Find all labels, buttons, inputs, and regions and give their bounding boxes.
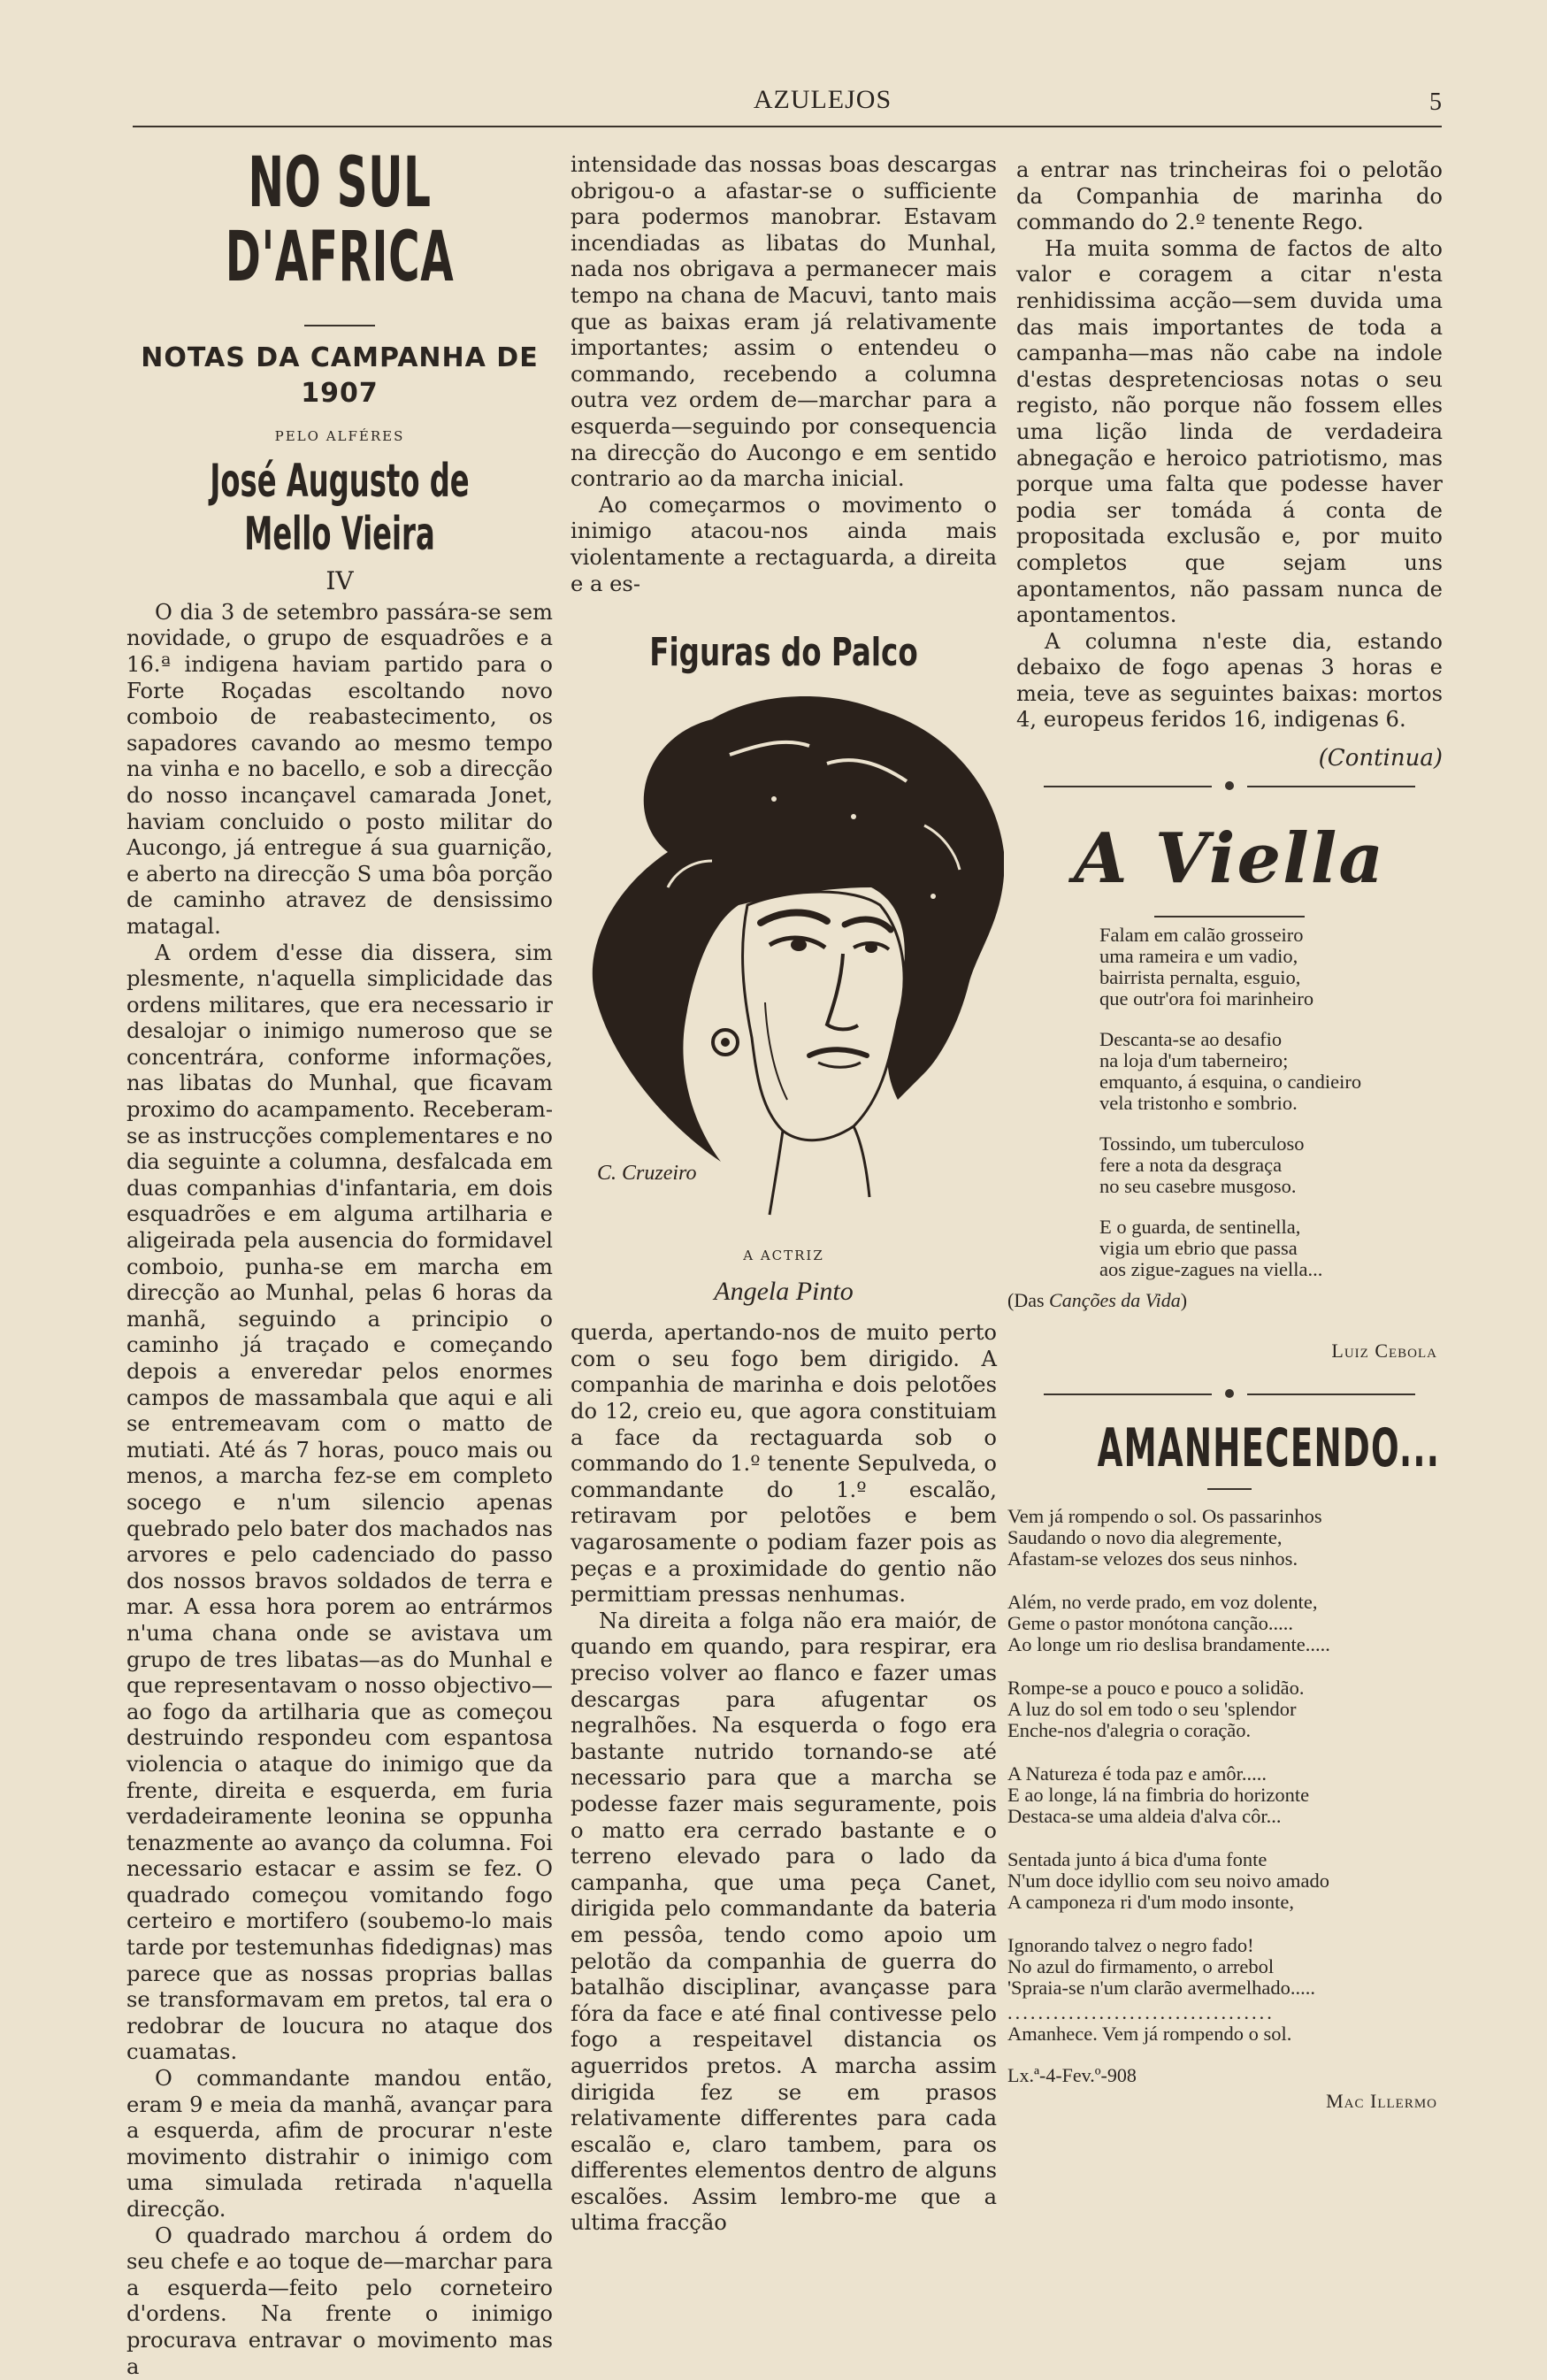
verse-line: no seu casebre musgoso. <box>1099 1174 1297 1197</box>
column-1 <box>126 143 553 2380</box>
verse-line: Rompe-se a pouco e pouco a solidão. <box>1007 1676 1305 1699</box>
portrait-illustration <box>562 684 1004 1232</box>
verse-line: Sentada junto á bica d'uma fonte <box>1007 1847 1267 1870</box>
stanza <box>1099 1029 1443 1114</box>
amanhecendo-title: AMANHECENDO... <box>1097 1416 1441 1479</box>
stanza <box>1007 1506 1443 1570</box>
stanza <box>1007 1763 1443 1827</box>
title-divider <box>1154 916 1305 917</box>
running-head <box>133 85 1442 129</box>
viella-poem <box>1099 925 1443 1280</box>
verse-line: uma rameira e um vadio, <box>1099 944 1298 967</box>
verse-line: vigia um ebrio que passa <box>1099 1236 1298 1259</box>
amanhecendo-poem <box>1007 1506 1443 2045</box>
paragraph: Ha muita somma de factos de alto valor e coragem a citar n'esta renhidissima acção—sem duvida uma das mais importantes de toda a campanha—mas não cabe na indole d'estas despretenciosas notas o seu registo, não porque não fossem elles uma lição linda de verdadeira abnegação e heroico patriotismo, mas porque uma falta que podesse haver podia ser tomáda á conta de propositada exclusão e, por muito completos que sejam uns apontamentos, não passam nunca de apontamentos. <box>1016 235 1443 628</box>
byline-label: PELO ALFÉRES <box>274 427 405 444</box>
title-divider <box>126 307 553 334</box>
dotted-separator: ................................... <box>1007 2001 1275 2023</box>
verse-line: Enche-nos d'alegria o coração. <box>1007 1718 1252 1741</box>
stanza <box>1007 1592 1443 1655</box>
paragraph: O quadrado marchou á ordem do seu chefe e ao toque de—marchar para a esquerda—feito pelo corneteiro d'ordens. Na frente o inimigo procurava entravar o movimento mas a <box>126 2223 553 2379</box>
verse-line: Geme o pastor monótona canção..... <box>1007 1611 1294 1634</box>
paragraph: O dia 3 de setembro passára-se sem novidade, o grupo de esquadrões e a 16.ª indigena haviam partido para o Forte Roçadas escoltando novo comboio de reabastecimento, os sapadores cavando ao mesmo tempo na vinha e no bacello, e sob a direcção do nosso incançavel camarada Jonet, haviam concluido o posto militar do Aucongo, já entregue á sua guarnição, e aberto na direcção S uma bôa porção de caminho atravez de densissimo matagal. <box>126 599 553 939</box>
header-rule <box>133 126 1442 127</box>
article-part: IV <box>325 566 354 596</box>
paragraph: querda, apertando-nos de muito perto com o seu fogo bem dirigido. A companhia de marinha e dois pelotões do 12, creio eu, que agora constituiam a face da rectaguarda sob o commando do 1.º tenente Sepulveda, o commandante do 1.º escalão, retiravam por pelotões e bem vagarosamente o podiam fazer pois as peças e a proximidade do gentio não permittiam pressas nenhumas. <box>571 1320 997 1608</box>
verse-line: bairrista pernalta, esguio, <box>1099 965 1301 988</box>
source-prefix: (Das <box>1007 1288 1050 1311</box>
verse-line: Saudando o novo dia alegremente, <box>1007 1525 1283 1548</box>
caption-label: A ACTRIZ <box>743 1248 824 1264</box>
column-3 <box>1007 157 1443 2115</box>
verse-line: que outr'ora foi marinheiro <box>1099 987 1314 1010</box>
column-2 <box>571 152 997 2237</box>
stanza <box>1099 925 1443 1010</box>
article-subtitle: NOTAS DA CAMPANHA DE 1907 <box>141 342 539 409</box>
verse-line: aos zigue-zagues na viella... <box>1099 1257 1323 1280</box>
verse-line: No azul do firmamento, o arrebol <box>1007 1954 1275 1977</box>
verse-line: Vem já rompendo o sol. Os passarinhos <box>1007 1504 1322 1527</box>
figures-title: Figuras do Palco <box>649 630 918 676</box>
stanza <box>1007 1678 1443 1741</box>
verse-line: Descanta-se ao desafio <box>1099 1027 1283 1050</box>
stanza <box>1007 1935 1443 1999</box>
poem-author: Luiz Cebola <box>1331 1340 1437 1363</box>
continued-note: (Continua) <box>1318 745 1443 772</box>
verse-line: Falam em calão grosseiro <box>1099 923 1304 946</box>
verse-line: emquanto, á esquina, o candieiro <box>1099 1070 1362 1093</box>
verse-line: Ao longe um rio deslisa brandamente..... <box>1007 1632 1330 1655</box>
actress-portrait <box>571 684 997 1232</box>
ornament-divider <box>1044 778 1415 795</box>
paragraph: intensidade das nossas boas descargas obrigou-o a afastar-se o sufficiente para podermos manobrar. Estavam incendiadas as libatas do Munhal, nada nos obrigava a permanecer mais tempo na chana de Macuvi, tanto mais que as baixas eram já relativamente importantes; assim o entendeu o commando, recebendo a columna outra vez ordem de—marchar para a esquerda—seguindo por consequencia na direcção do Aucongo e em sentido contrario ao da marcha inicial. <box>571 152 997 492</box>
verse-line: Tossindo, um tuberculoso <box>1099 1132 1305 1155</box>
verse-line: A luz do sol em todo o seu 'splendor <box>1007 1697 1297 1720</box>
artist-signature: C. Cruzeiro <box>597 1162 697 1186</box>
source-suffix: ) <box>1180 1288 1188 1311</box>
paragraph: A columna n'este dia, estando debaixo de fogo apenas 3 horas e meia, teve as seguintes baixas: mortos 4, europeus feridos 16, indigenas 6. <box>1016 628 1443 733</box>
stanza <box>1099 1133 1443 1197</box>
verse-line: Afastam-se velozes dos seus ninhos. <box>1007 1547 1298 1570</box>
verse-line: fere a nota da desgraça <box>1099 1153 1283 1176</box>
verse-line: na loja d'um taberneiro; <box>1099 1048 1289 1071</box>
viella-title: A Viella <box>1074 818 1385 899</box>
verse-line: A Natureza é toda paz e amôr..... <box>1007 1762 1267 1785</box>
verse-line: N'um doce idyllio com seu noivo amado <box>1007 1869 1329 1892</box>
title-divider <box>1207 1488 1252 1490</box>
article-author: José Augusto de Mello Vieira <box>210 455 470 562</box>
verse-line: Além, no verde prado, em voz dolente, <box>1007 1590 1318 1613</box>
stanza <box>1007 1849 1443 1913</box>
paragraph: A ordem d'esse dia dissera, sim plesmente, n'aquella simplicidade das ordens militares, que era necessario ir desalojar o inimigo numeroso que se concentrára, conforme informações, nas libatas do Munhal, que ficavam proximo do acampamento. Receberam-se as instrucções complementares e no dia seguinte a columna, desfalcada em duas companhias d'infantaria, em dois esquadrões e em alguma artilharia e aligeirada pela ausencia do formidavel comboio, punha-se em marcha em direcção ao Munhal, pelas 6 horas da manhã, seguindo a principio o caminho já traçado e começando depois a enveredar pelos enormes campos de massambala que aqui e ali se entremeavam com o matto de mutiati. Até ás 7 horas, pouco mais ou menos, a marcha fez-se em completo socego e n'um silencio apenas quebrado pelo bater dos machados nas arvores e pelo cadenciado do passo dos nossos bravos soldados de terra e mar. A essa hora porem ao entrármos n'uma chana onde se avistava um grupo de tres libatas—as do Munhal e que representavam o nosso objectivo—ao fogo da artilharia que as começou destruindo respondeu com espantosa violencia o ataque do inimigo que da frente, direita e esquerda, em furia verdadeiramente leonina se oppunha tenazmente ao avanço da columna. Foi necessario estacar e assim se fez. O quadrado começou vomitando fogo certeiro e mortifero (soubemo-lo mais tarde por testemunhas fidedignas) mas parece que as nossas proprias ballas se transformavam em pretos, tal era o redobrar de loucura no ataque dos cuamatas. <box>126 940 553 2065</box>
paragraph: O commandante mandou então, eram 9 e meia da manhã, avançar para a esquerda, afim de procurar n'este movimento distrahir o inimigo com uma simulada retirada n'aquella direcção. <box>126 2066 553 2222</box>
verse-line: Destaca-se uma aldeia d'alva côr... <box>1007 1804 1282 1827</box>
source-title: Canções da Vida <box>1049 1288 1181 1311</box>
paragraph: Na direita a folga não era maiór, de quando em quando, para respirar, era preciso volver ao flanco e fazer umas descargas para afugentar os negralhões. Na esquerda o fogo era bastante nutrido tornando-se até necessario para que a marcha se podesse fazer mais seguramente, pois o matto era cerrado bastante e o terreno elevado para o lado da campanha, que uma peça Canet, dirigida pelo commandante da bateria em pessôa, tendo como apoio um pelotão da companhia de guerra do batalhão disciplinar, avançasse para fóra da face e até final contivesse pelo fogo a respeitavel distancia os aguerridos pretos. A marcha assim dirigida fez se em prasos relativamente differentes para cada escalão e, claro tambem, para os differentes elementos dentro de alguns escalões. Assim lembro-me que a ultima fracção <box>571 1608 997 2236</box>
caption-name: Angela Pinto <box>714 1276 854 1306</box>
paragraph: a entrar nas trincheiras foi o pelotão da Companhia de marinha do commando do 2.º tenente Rego. <box>1016 157 1443 235</box>
poem-date: Lx.ª-4-Fev.º-908 <box>1007 2063 1137 2086</box>
verse-line: Amanhece. Vem já rompendo o sol. <box>1007 2022 1292 2045</box>
poem-author: Mac Illermo <box>1326 2090 1437 2113</box>
page-number: 5 <box>1429 88 1442 116</box>
stanza <box>1099 1217 1443 1280</box>
verse-line: A camponeza ri d'um modo insonte, <box>1007 1890 1294 1913</box>
verse-line: 'Spraia-se n'um clarão avermelhado..... <box>1007 1976 1315 1999</box>
article-title: NO SUL D'AFRICA <box>225 143 455 297</box>
paragraph: Ao começarmos o movimento o inimigo atacou-nos ainda mais violentamente a rectaguarda, a direita e a es- <box>571 492 997 596</box>
magazine-title: AZULEJOS <box>753 85 892 114</box>
verse-line: Ignorando talvez o negro fado! <box>1007 1933 1254 1956</box>
poem-source <box>1007 1287 1443 1314</box>
verse-line: vela tristonho e sombrio. <box>1099 1091 1298 1114</box>
verse-line: E o guarda, de sentinella, <box>1099 1215 1301 1238</box>
ornament-divider <box>1044 1386 1415 1403</box>
verse-line: E ao longe, lá na fimbria do horizonte <box>1007 1783 1310 1806</box>
